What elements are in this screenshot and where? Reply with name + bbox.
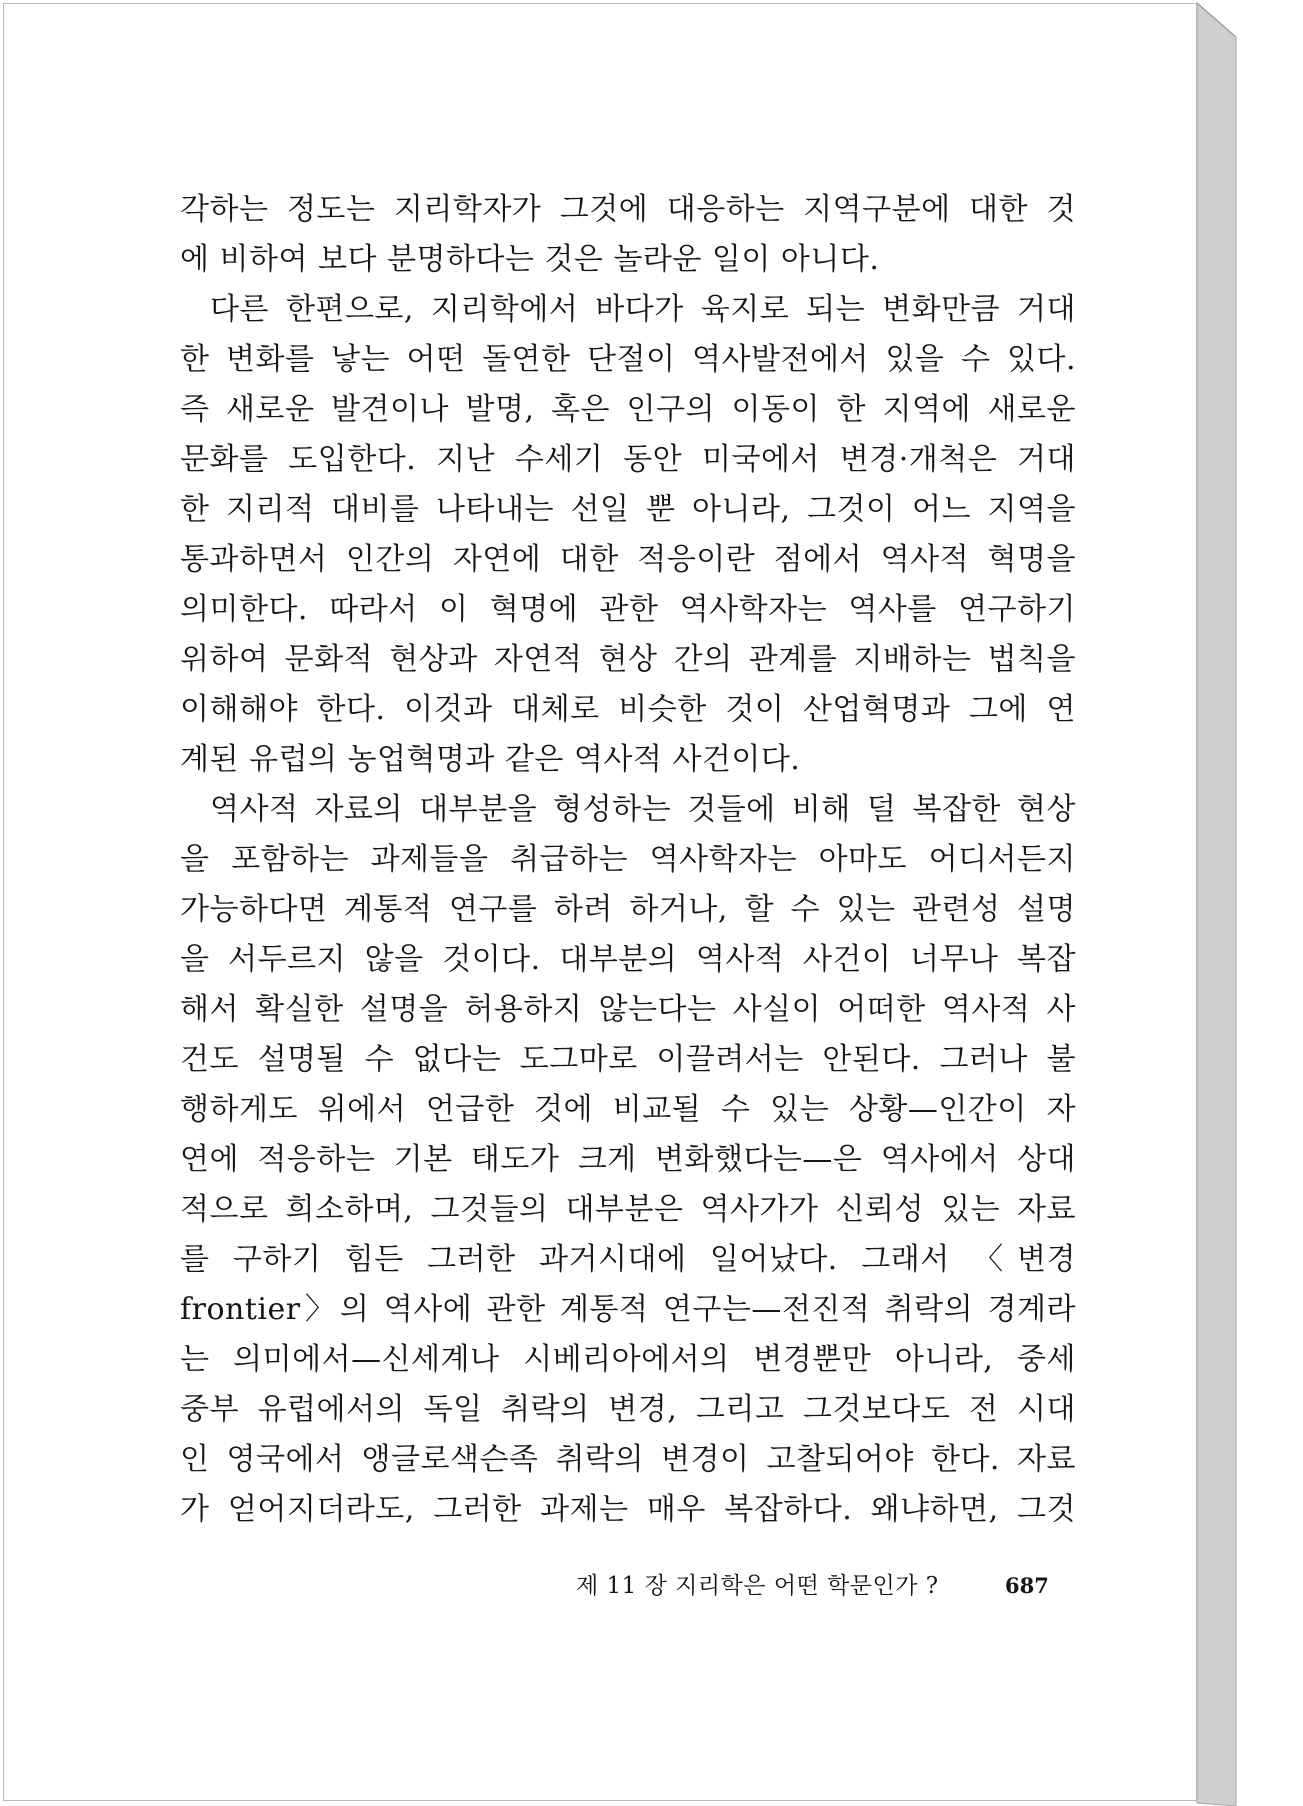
text-line: 가능하다면 계통적 연구를 하려 하거나, 할 수 있는 관련성 설명 [180, 892, 1076, 927]
text-line: 위하여 문화적 현상과 자연적 현상 간의 관계를 지배하는 법칙을 [180, 642, 1076, 677]
text-line: 를 구하기 힘든 그러한 과거시대에 일어났다. 그래서 〈변경 [180, 1242, 1076, 1277]
text-line: 한 변화를 낳는 어떤 돌연한 단절이 역사발전에서 있을 수 있다. [180, 342, 1076, 377]
text-line: 에 비하여 보다 분명하다는 것은 놀라운 일이 아니다. [180, 242, 880, 277]
text-line: 다른 한편으로, 지리학에서 바다가 육지로 되는 변화만큼 거대 [210, 292, 1076, 327]
text-line: 즉 새로운 발견이나 발명, 혹은 인구의 이동이 한 지역에 새로운 [180, 392, 1076, 427]
text-line: 을 서두르지 않을 것이다. 대부분의 역사적 사건이 너무나 복잡 [180, 942, 1076, 977]
text-line: 행하게도 위에서 언급한 것에 비교될 수 있는 상황—인간이 자 [180, 1092, 1076, 1127]
text-line: 계된 유럽의 농업혁명과 같은 역사적 사건이다. [180, 742, 801, 777]
text-line: 인 영국에서 앵글로색슨족 취락의 변경이 고찰되어야 한다. 자료 [180, 1442, 1076, 1477]
running-title: 제 11 장 지리학은 어떤 학문인가 ? [576, 1573, 939, 1599]
text-line: 역사적 자료의 대부분을 형성하는 것들에 비해 덜 복잡한 현상 [210, 792, 1076, 827]
text-line: 해서 확실한 설명을 허용하지 않는다는 사실이 어떠한 역사적 사 [180, 992, 1076, 1027]
text-line: 연에 적응하는 기본 태도가 크게 변화했다는—은 역사에서 상대 [180, 1142, 1076, 1177]
text-line: 이해해야 한다. 이것과 대체로 비슷한 것이 산업혁명과 그에 연 [180, 692, 1076, 727]
text-line: 각하는 정도는 지리학자가 그것에 대응하는 지역구분에 대한 것 [180, 192, 1076, 227]
text-line: 적으로 희소하며, 그것들의 대부분은 역사가가 신뢰성 있는 자료 [180, 1192, 1076, 1227]
text-line: 가 얻어지더라도, 그러한 과제는 매우 복잡하다. 왜냐하면, 그것 [180, 1492, 1076, 1527]
text-line: 한 지리적 대비를 나타내는 선일 뿐 아니라, 그것이 어느 지역을 [180, 492, 1076, 527]
text-line: 의미한다. 따라서 이 혁명에 관한 역사학자는 역사를 연구하기 [180, 592, 1076, 627]
text-line: 문화를 도입한다. 지난 수세기 동안 미국에서 변경·개척은 거대 [180, 442, 1076, 477]
text-line: 는 의미에서—신세계나 시베리아에서의 변경뿐만 아니라, 중세 [180, 1342, 1076, 1377]
text-line: 통과하면서 인간의 자연에 대한 적응이란 점에서 역사적 혁명을 [180, 542, 1076, 577]
text-line: 중부 유럽에서의 독일 취락의 변경, 그리고 그것보다도 전 시대 [180, 1392, 1076, 1427]
page-number: 687 [1005, 1573, 1049, 1598]
text-line: 을 포함하는 과제들을 취급하는 역사학자는 아마도 어디서든지 [180, 842, 1076, 877]
text-line: frontier〉의 역사에 관한 계통적 연구는—전진적 취락의 경계라 [180, 1292, 1076, 1327]
text-line: 건도 설명될 수 없다는 도그마로 이끌려서는 안된다. 그러나 불 [180, 1042, 1076, 1077]
